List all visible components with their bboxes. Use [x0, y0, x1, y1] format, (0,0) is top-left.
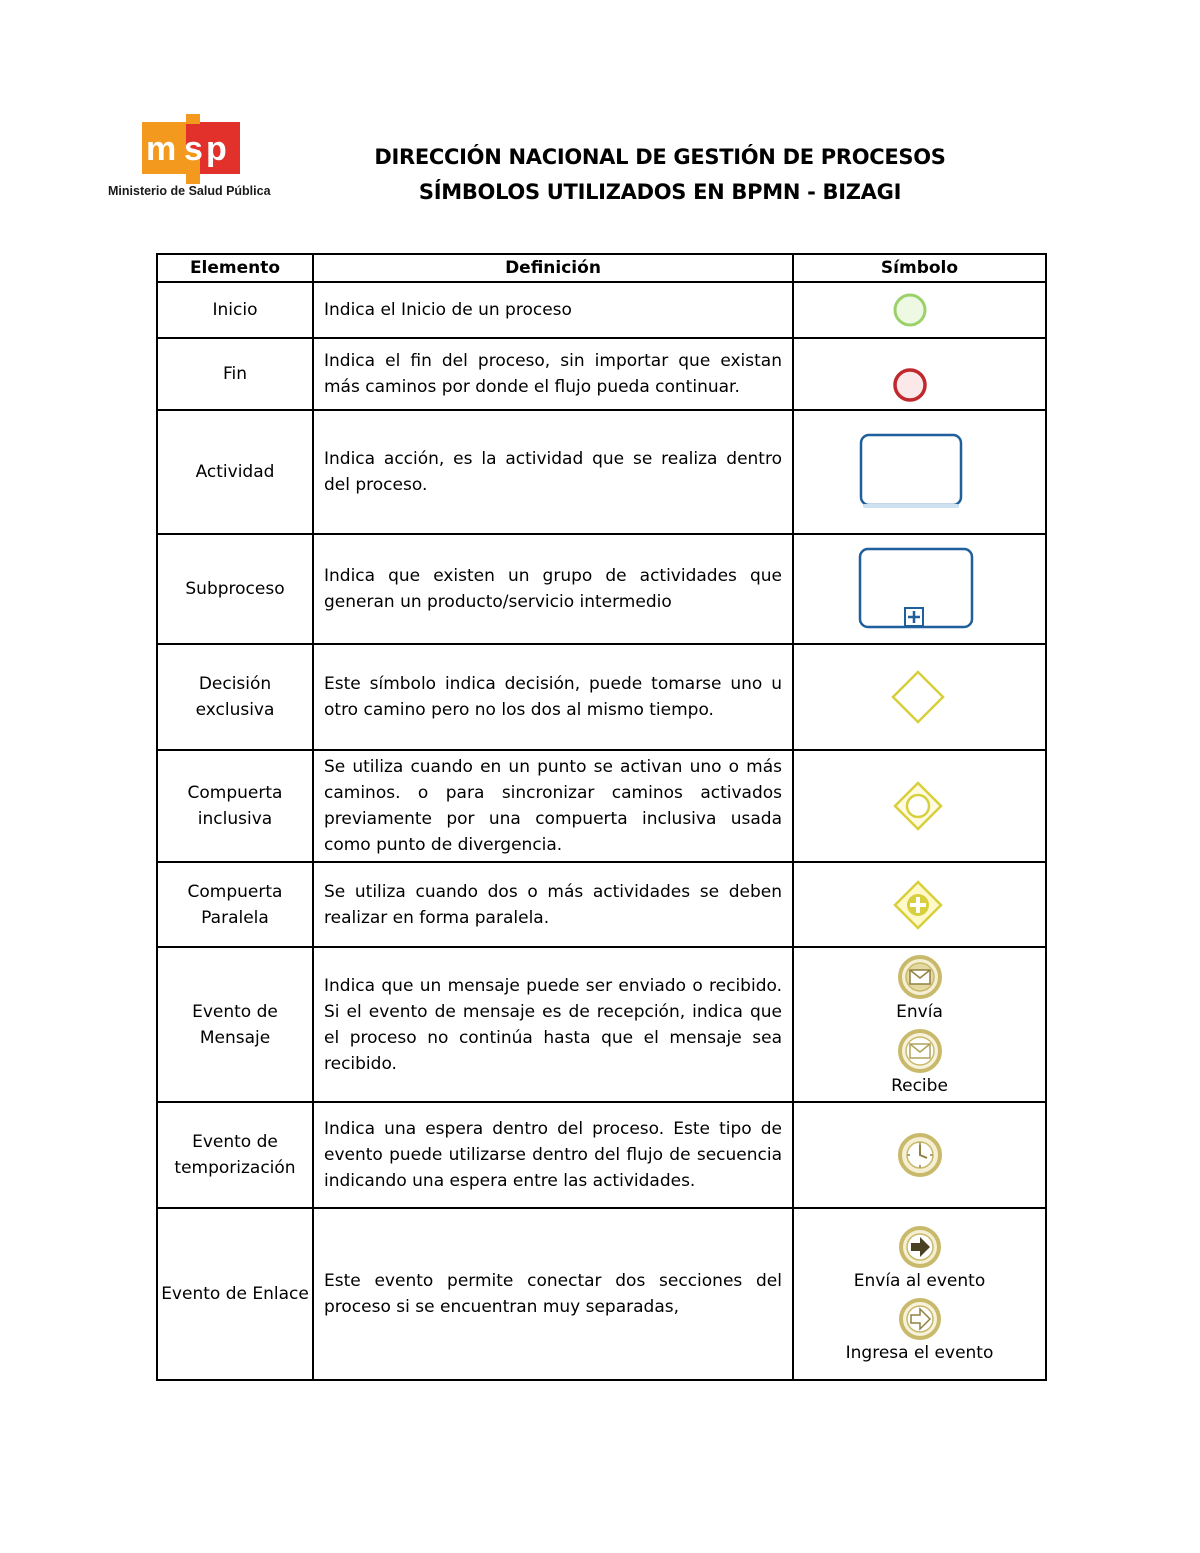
elemento-cell: Fin [157, 338, 313, 410]
table-row [157, 282, 1046, 338]
start-event-icon [890, 290, 930, 330]
definicion-cell: Indica el fin del proceso, sin importar que existan más caminos por donde el flujo pueda continuar. [313, 338, 793, 410]
inclusive-gateway-icon [892, 780, 944, 832]
table-row [157, 534, 1046, 644]
link-catch-event-icon [897, 1296, 943, 1342]
symbol-cell [793, 1102, 1046, 1208]
task-icon [858, 432, 966, 512]
symbol-cell [793, 410, 1046, 534]
parallel-gateway-icon [892, 879, 944, 931]
table-header-row [157, 254, 1046, 282]
definicion-cell: Este símbolo indica decisión, puede tomarse uno u otro camino pero no los dos al mismo tiempo. [313, 644, 793, 750]
elemento-cell: Compuerta inclusiva [157, 750, 313, 862]
link-catch-caption: Ingresa el evento [845, 1343, 994, 1363]
message-send-caption: Envía [896, 1001, 943, 1022]
exclusive-gateway-icon [890, 669, 946, 725]
definicion-cell: Indica acción, es la actividad que se realiza dentro del proceso. [313, 410, 793, 534]
definicion-cell: Se utiliza cuando en un punto se activan uno o más caminos. o para sincronizar caminos activados previamente por una compuerta inclusiva usada como punto de divergencia. [313, 750, 793, 862]
table-row [157, 1208, 1046, 1380]
symbol-cell [793, 282, 1046, 338]
definicion-cell: Este evento permite conectar dos secciones del proceso si se encuentran muy separadas, [313, 1208, 793, 1380]
definicion-cell: Indica que un mensaje puede ser enviado o recibido. Si el evento de mensaje es de recepción, indica que el proceso no continúa hasta que el mensaje sea recibido. [313, 947, 793, 1102]
logo-text: Ministerio de Salud Pública [108, 184, 271, 198]
elemento-cell: Evento de Mensaje [157, 947, 313, 1102]
elemento-cell: Subproceso [157, 534, 313, 644]
symbols-table [156, 253, 1047, 1381]
table-row [157, 338, 1046, 410]
title-line-1: DIRECCIÓN NACIONAL DE GESTIÓN DE PROCESOS [374, 145, 946, 169]
symbol-cell [793, 750, 1046, 862]
definicion-cell: Indica que existen un grupo de actividades que generan un producto/servicio intermedio [313, 534, 793, 644]
symbol-cell [793, 338, 1046, 410]
symbol-cell [793, 1208, 1046, 1380]
table-row [157, 644, 1046, 750]
definicion-cell: Indica el Inicio de un proceso [313, 282, 793, 338]
message-receive-caption: Recibe [891, 1075, 948, 1096]
svg-text:s: s [184, 130, 203, 168]
link-throw-event-icon [897, 1224, 943, 1270]
table-row [157, 1102, 1046, 1208]
timer-event-icon [896, 1131, 944, 1179]
table-row [157, 750, 1046, 862]
elemento-cell: Actividad [157, 410, 313, 534]
symbol-cell [793, 947, 1046, 1102]
table-row [157, 862, 1046, 947]
elemento-cell: Evento de Enlace [157, 1208, 313, 1380]
message-receive-event-icon [896, 1027, 944, 1075]
symbol-cell [793, 644, 1046, 750]
symbol-cell [793, 862, 1046, 947]
definicion-cell: Indica una espera dentro del proceso. Este tipo de evento puede utilizarse dentro del flujo de secuencia indicando una espera entre las actividades. [313, 1102, 793, 1208]
elemento-cell: Decisión exclusiva [157, 644, 313, 750]
subprocess-icon [857, 546, 977, 632]
title-line-2: SÍMBOLOS UTILIZADOS EN BPMN - BIZAGI [418, 180, 902, 204]
page-title [310, 140, 1010, 210]
svg-text:p: p [206, 130, 227, 168]
elemento-cell: Evento de temporización [157, 1102, 313, 1208]
header-definicion: Definición [313, 254, 793, 282]
symbol-cell [793, 534, 1046, 644]
end-event-icon [890, 365, 930, 405]
message-send-event-icon [896, 953, 944, 1001]
logo [108, 110, 278, 205]
elemento-cell: Compuerta Paralela [157, 862, 313, 947]
table-row [157, 947, 1046, 1102]
svg-text:m: m [146, 130, 177, 168]
msp-logo-icon [142, 114, 242, 184]
table-row [157, 410, 1046, 534]
header-elemento: Elemento [157, 254, 313, 282]
definicion-cell: Se utiliza cuando dos o más actividades se deben realizar en forma paralela. [313, 862, 793, 947]
elemento-cell: Inicio [157, 282, 313, 338]
header-simbolo: Símbolo [793, 254, 1046, 282]
link-throw-caption: Envía al evento [853, 1271, 986, 1291]
